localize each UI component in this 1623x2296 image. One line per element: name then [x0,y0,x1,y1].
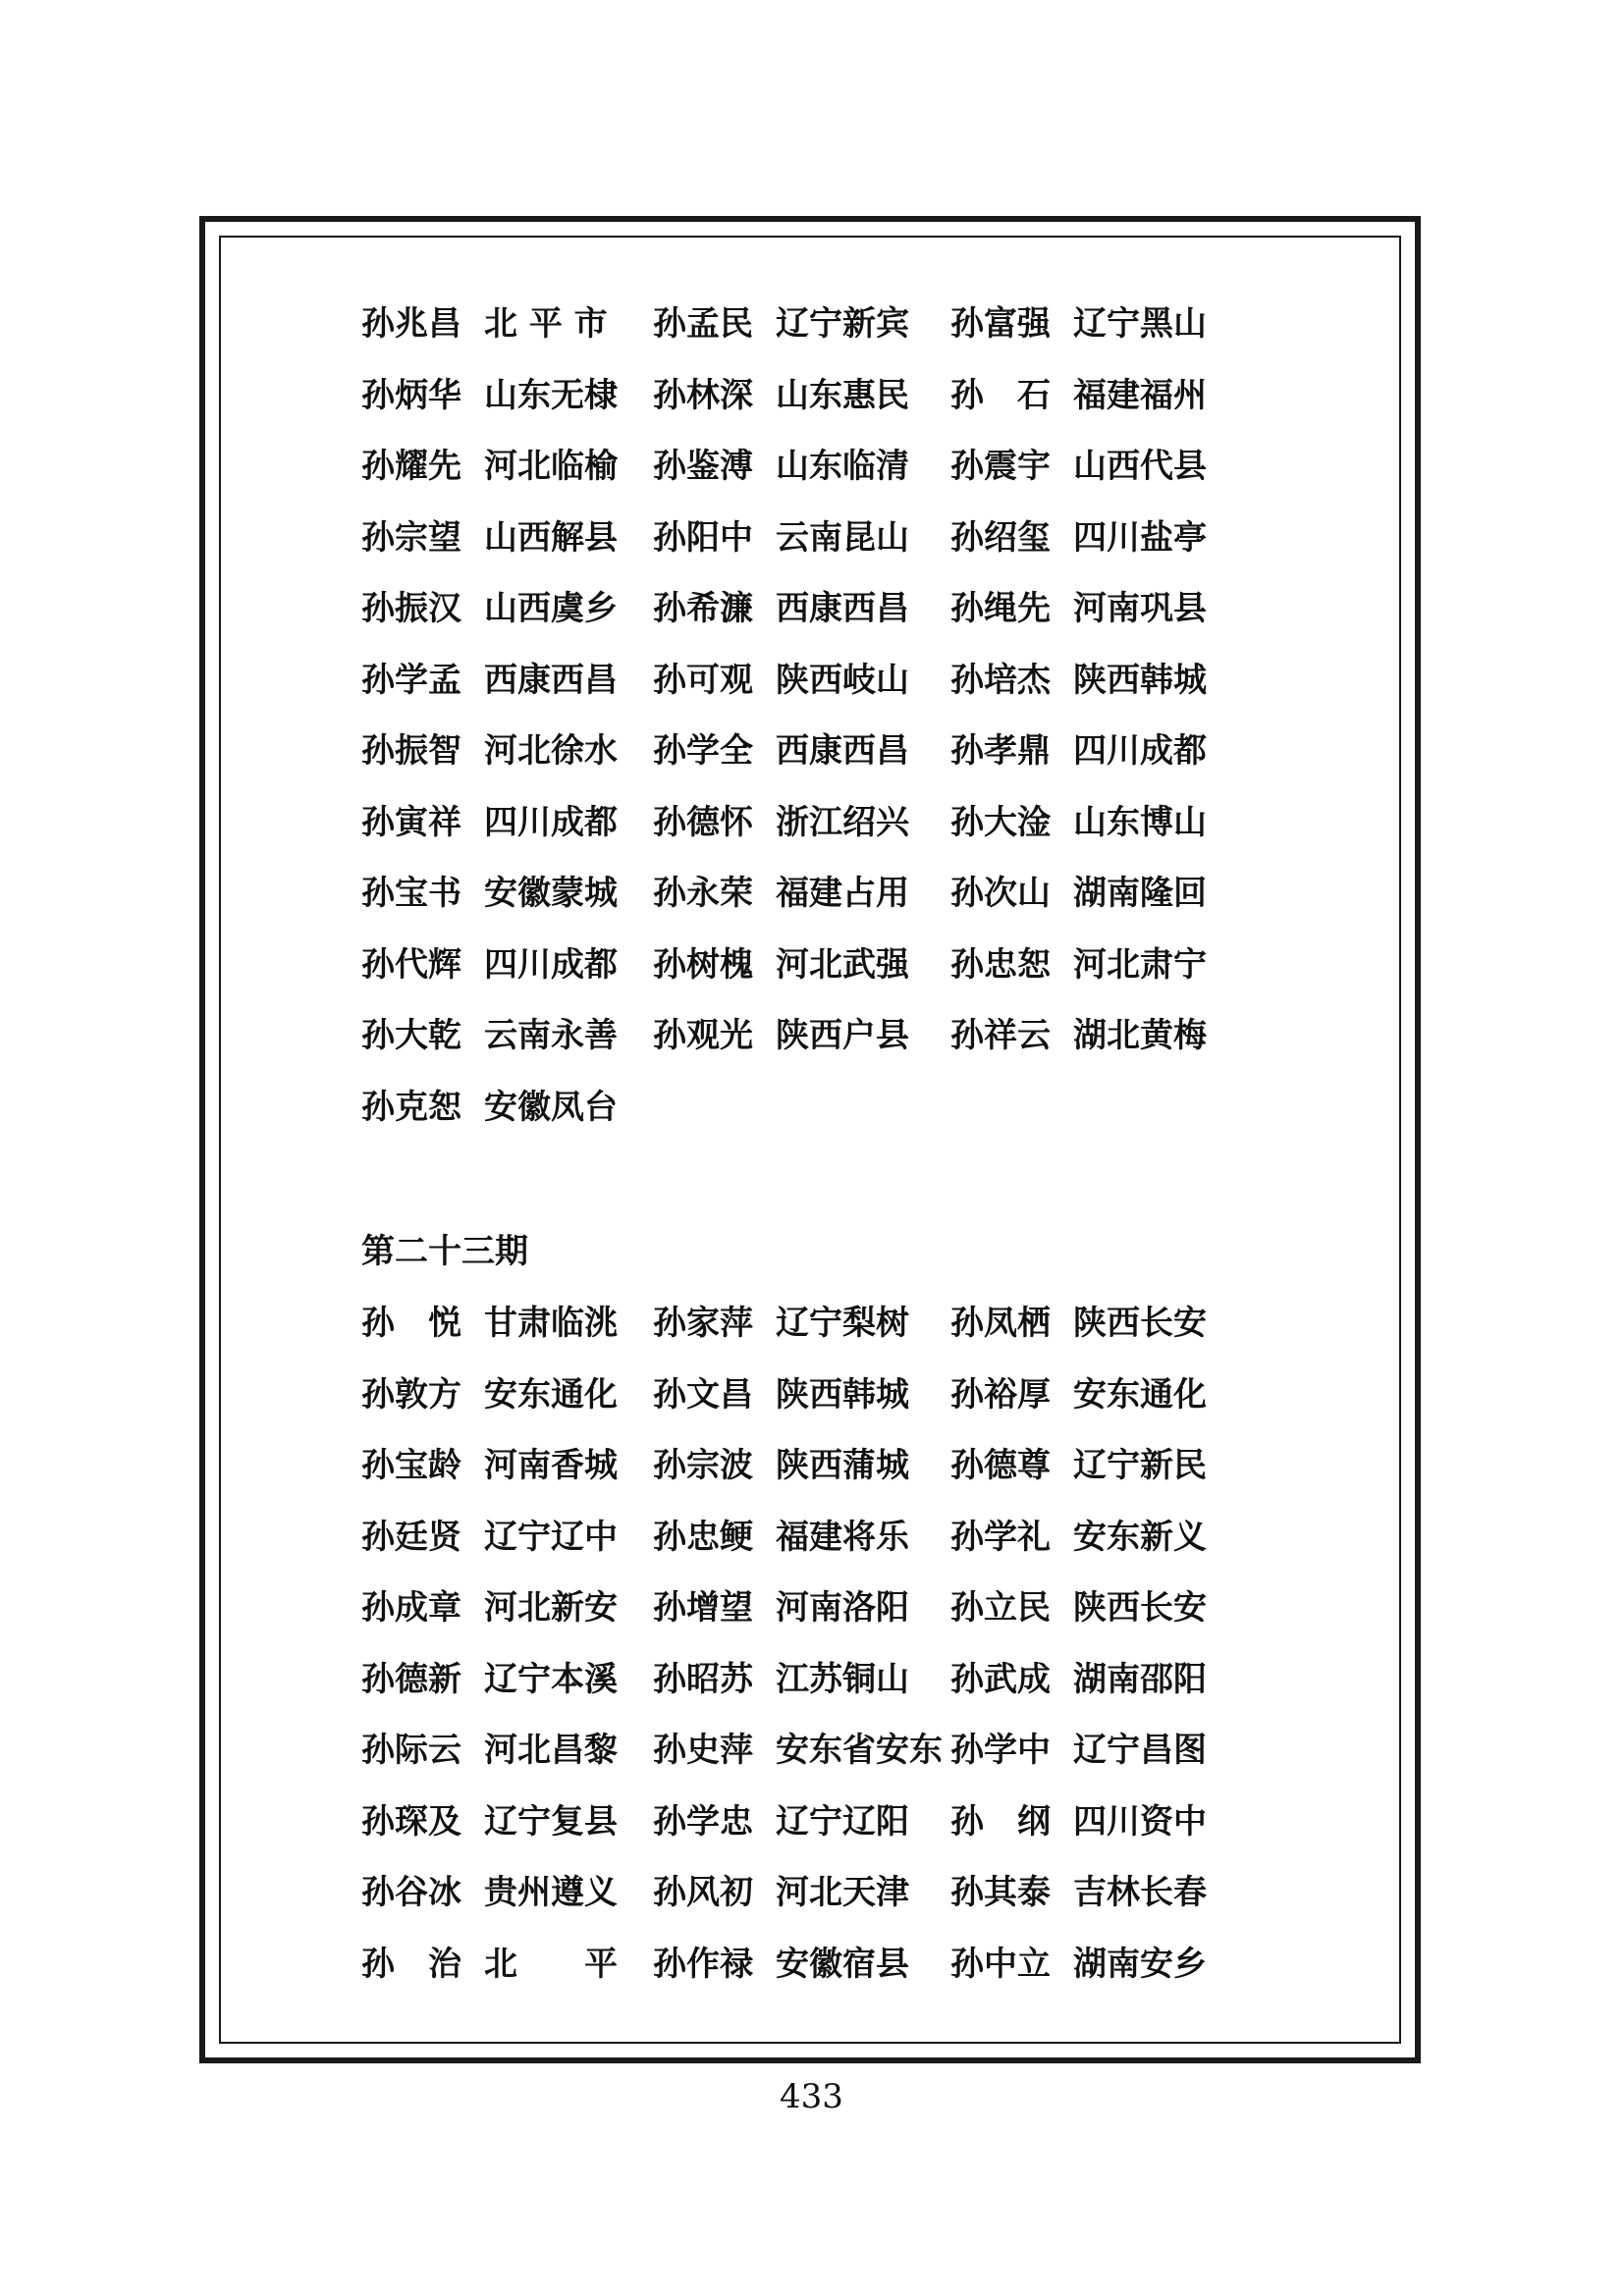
person-name: 孙际云 [361,1731,461,1770]
birthplace: 河南巩县 [1073,589,1207,628]
person-name: 孙寅祥 [361,802,461,842]
person-name: 孙大乾 [361,1016,461,1055]
person-name: 孙学礼 [950,1517,1051,1557]
person-name: 孙凤栖 [950,1304,1051,1343]
person-name: 孙裕厚 [950,1374,1051,1415]
birthplace: 河北昌黎 [484,1731,618,1770]
person-name: 孙宝书 [361,874,461,913]
birthplace: 陕西岐山 [776,660,909,700]
person-name: 孙鉴溥 [653,447,753,486]
person-name: 孙学中 [950,1731,1051,1770]
birthplace: 辽宁梨树 [776,1304,909,1343]
person-name: 孙观光 [653,1016,753,1055]
birthplace: 辽宁昌图 [1073,1731,1207,1770]
birthplace: 河北徐水 [484,731,618,771]
person-name: 孙 悦 [361,1304,461,1343]
person-name: 孙次山 [950,874,1051,913]
section-heading: 第二十三期 [361,1232,528,1271]
birthplace: 辽宁辽中 [484,1517,618,1557]
birthplace: 陕西蒲城 [776,1446,909,1485]
birthplace: 山西虞乡 [484,589,618,628]
birthplace: 辽宁辽阳 [776,1801,909,1842]
birthplace: 陕西户县 [776,1016,909,1055]
birthplace: 河北新安 [484,1588,618,1628]
person-name: 孙耀先 [361,447,461,486]
birthplace: 安东新义 [1073,1517,1207,1557]
birthplace: 辽宁新宾 [776,304,909,344]
birthplace: 福建将乐 [776,1517,909,1557]
person-name: 孙中立 [950,1944,1051,1984]
birthplace: 河北武强 [776,944,909,985]
birthplace: 辽宁本溪 [484,1659,618,1699]
person-name: 孙德怀 [653,802,753,842]
birthplace: 陕西长安 [1073,1304,1207,1343]
birthplace: 吉林长春 [1073,1873,1207,1912]
person-name: 孙增望 [653,1588,753,1628]
person-name: 孙克恕 [361,1087,461,1127]
birthplace: 山东博山 [1073,802,1207,842]
birthplace: 云南昆山 [776,517,909,558]
birthplace: 安徽宿县 [776,1944,909,1984]
birthplace: 江苏铜山 [776,1659,909,1699]
person-name: 孙宝龄 [361,1446,461,1485]
birthplace: 陕西韩城 [1073,660,1207,700]
person-name: 孙文昌 [653,1374,753,1415]
person-name: 孙武成 [950,1659,1051,1699]
person-name: 孙忠恕 [950,944,1051,985]
birthplace: 贵州遵义 [484,1873,618,1912]
person-name: 孙孝鼎 [950,731,1051,771]
person-name: 孙阳中 [653,517,753,558]
birthplace: 河南洛阳 [776,1588,909,1628]
person-name: 孙家萍 [653,1304,753,1343]
person-name: 孙富强 [950,304,1051,344]
person-name: 孙培杰 [950,660,1051,700]
person-name: 孙震宇 [950,447,1051,486]
person-name: 孙德新 [361,1659,461,1699]
birthplace: 安东通化 [484,1374,618,1415]
birthplace: 北 平 市 [484,304,608,344]
person-name: 孙 石 [950,375,1051,415]
birthplace: 陕西长安 [1073,1588,1207,1628]
person-name: 孙祥云 [950,1016,1051,1055]
person-name: 孙宗望 [361,517,461,558]
person-name: 孙廷贤 [361,1517,461,1557]
person-name: 孙谷冰 [361,1873,461,1912]
person-name: 孙敦方 [361,1374,461,1415]
birthplace: 浙江绍兴 [776,802,909,842]
birthplace: 湖南邵阳 [1073,1659,1207,1699]
birthplace: 四川成都 [1073,731,1207,771]
birthplace: 陕西韩城 [776,1374,909,1415]
person-name: 孙学孟 [361,660,461,700]
birthplace: 河南香城 [484,1446,618,1485]
birthplace: 福建福州 [1073,375,1207,415]
birthplace: 四川成都 [484,802,618,842]
person-name: 孙树槐 [653,944,753,985]
birthplace: 云南永善 [484,1016,618,1055]
birthplace: 四川盐亭 [1073,517,1207,558]
person-name: 孙炳华 [361,375,461,415]
birthplace: 辽宁复县 [484,1801,618,1842]
person-name: 孙希濂 [653,589,753,628]
birthplace: 西康西昌 [776,589,909,628]
birthplace: 北 平 [484,1944,618,1984]
birthplace: 山西解县 [484,517,618,558]
birthplace: 山西代县 [1073,447,1207,486]
birthplace: 甘肃临洮 [484,1304,618,1343]
birthplace: 山东惠民 [776,375,909,415]
person-name: 孙孟民 [653,304,753,344]
page-number: 433 [780,2077,843,2116]
birthplace: 安徽凤台 [484,1087,618,1127]
person-name: 孙林深 [653,375,753,415]
birthplace: 湖南安乡 [1073,1944,1207,1984]
birthplace: 河北天津 [776,1873,909,1912]
person-name: 孙忠鲠 [653,1517,753,1557]
person-name: 孙德尊 [950,1446,1051,1485]
person-name: 孙学忠 [653,1801,753,1842]
person-name: 孙作禄 [653,1944,753,1984]
birthplace: 西康西昌 [776,731,909,771]
person-name: 孙 纲 [950,1801,1051,1842]
person-name: 孙风初 [653,1873,753,1912]
birthplace: 安东省安东 [776,1731,943,1770]
birthplace: 山东临清 [776,447,909,486]
person-name: 孙代辉 [361,944,461,985]
person-name: 孙昭苏 [653,1659,753,1699]
person-name: 孙其泰 [950,1873,1051,1912]
person-name: 孙振汉 [361,589,461,628]
person-name: 孙兆昌 [361,304,461,344]
birthplace: 河北肃宁 [1073,944,1207,985]
person-name: 孙 治 [361,1944,461,1984]
birthplace: 湖南隆回 [1073,874,1207,913]
person-name: 孙立民 [950,1588,1051,1628]
birthplace: 四川资中 [1073,1801,1207,1842]
person-name: 孙成章 [361,1588,461,1628]
person-name: 孙绍玺 [950,517,1051,558]
person-name: 孙琛及 [361,1801,461,1842]
birthplace: 山东无棣 [484,375,618,415]
birthplace: 安东通化 [1073,1374,1207,1415]
person-name: 孙振智 [361,731,461,771]
person-name: 孙永荣 [653,874,753,913]
person-name: 孙史萍 [653,1731,753,1770]
birthplace: 湖北黄梅 [1073,1016,1207,1055]
person-name: 孙学全 [653,731,753,771]
birthplace: 西康西昌 [484,660,618,700]
birthplace: 河北临榆 [484,447,618,486]
birthplace: 四川成都 [484,944,618,985]
person-name: 孙绳先 [950,589,1051,628]
birthplace: 辽宁黑山 [1073,304,1207,344]
person-name: 孙可观 [653,660,753,700]
birthplace: 辽宁新民 [1073,1446,1207,1485]
person-name: 孙宗波 [653,1446,753,1485]
birthplace: 福建占用 [776,874,909,913]
birthplace: 安徽蒙城 [484,874,618,913]
person-name: 孙大淦 [950,802,1051,842]
